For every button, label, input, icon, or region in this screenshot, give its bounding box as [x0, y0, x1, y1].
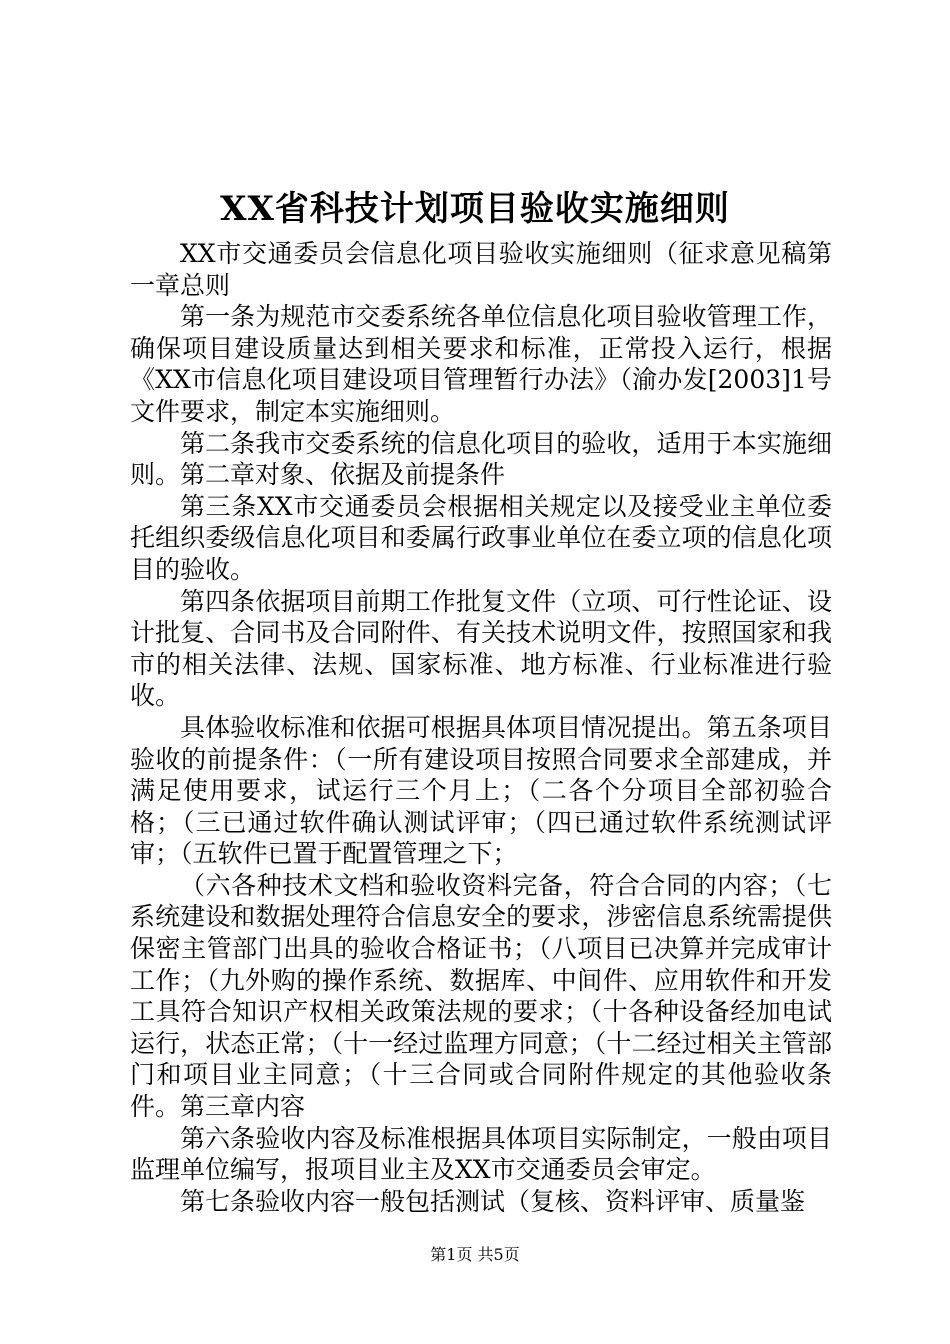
paragraph-3: 第二条我市交委系统的信息化项目的验收，适用于本实施细则。第二章对象、依据及前提条件 — [130, 428, 832, 490]
paragraph-5: 第四条依据项目前期工作批复文件（立项、可行性论证、设计批复、合同书及合同附件、有关技术说明文件，按照国家和我市的相关法律、法规、国家标准、地方标准、行业标准进行验收。 — [130, 586, 832, 711]
paragraph-6: 具体验收标准和依据可根据具体项目情况提出。第五条项目验收的前提条件：（一所有建设项目按照合同要求全部建成，并满足使用要求，试运行三个月上；（二各个分项目全部初验合格；（三已通过软件确认测试评审；（四已通过软件系统测试评审；（五软件已置于配置管理之下； — [130, 712, 832, 869]
paragraph-8: 第六条验收内容及标准根据具体项目实际制定，一般由项目监理单位编写，报项目业主及XX市交通委员会审定。 — [130, 1123, 832, 1185]
document-body — [130, 238, 832, 1217]
paragraph-2: 第一条为规范市交委系统各单位信息化项目验收管理工作，确保项目建设质量达到相关要求和标准，正常投入运行，根据《XX市信息化项目建设项目管理暂行办法》（渝办发[2003]1号文件要求，制定本实施细则。 — [130, 302, 832, 426]
paragraph-9: 第七条验收内容一般包括测试（复核、资料评审、质量鉴 — [180, 1186, 806, 1216]
document-title: XX省科技计划项目验收实施细则 — [220, 189, 730, 229]
page-footer: 第1页 共5页 — [430, 1245, 520, 1264]
paragraph-4: 第三条XX市交通委员会根据相关规定以及接受业主单位委托组织委级信息化项目和委属行政事业单位在委立项的信息化项目的验收。 — [130, 491, 832, 584]
paragraph-1: XX市交通委员会信息化项目验收实施细则（征求意见稿第一章总则 — [130, 239, 832, 300]
paragraph-7: （六各种技术文档和验收资料完备，符合合同的内容；（七系统建设和数据处理符合信息安全的要求，涉密信息系统需提供保密主管部门出具的验收合格证书；（八项目已决算并完成审计工作；（九外购的操作系统、数据库、中间件、应用软件和开发工具符合知识产权相关政策法规的要求；（十各种设备经加电试运行，状态正常；（十一经过监理方同意；（十二经过相关主管部门和项目业主同意；（十三合同或合同附件规定的其他验收条件。第三章内容 — [130, 870, 832, 1122]
